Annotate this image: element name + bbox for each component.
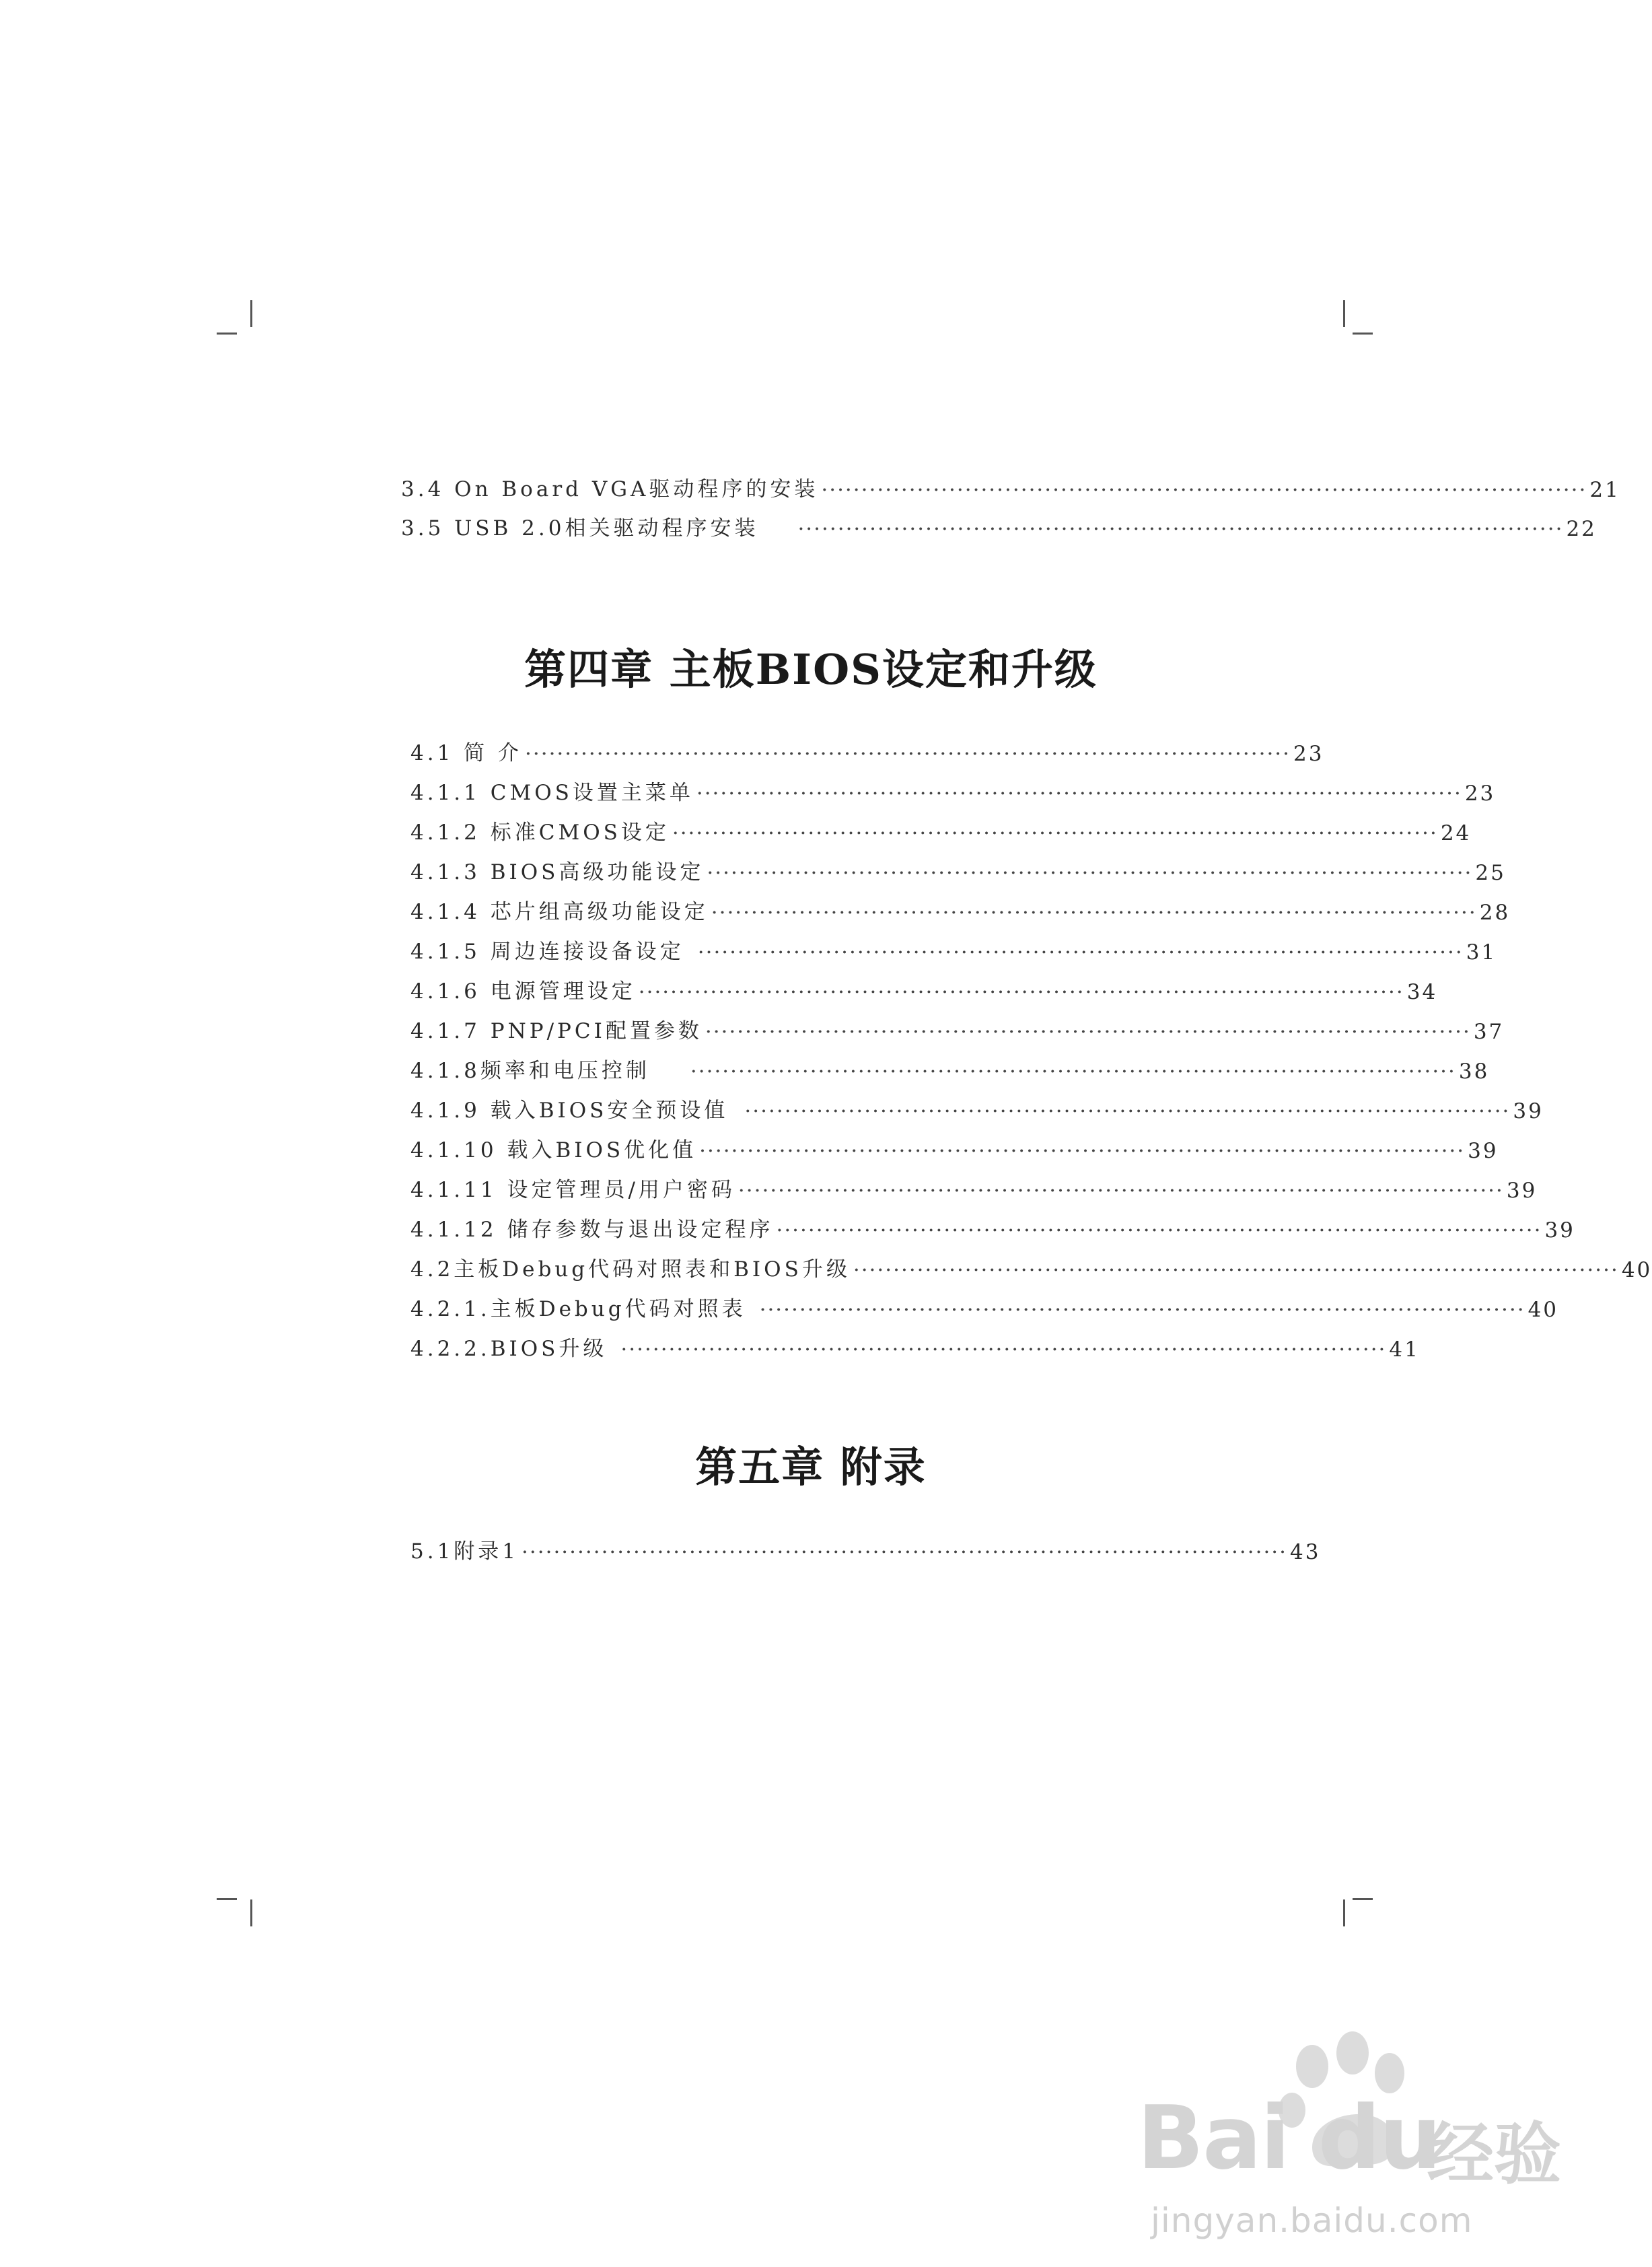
toc-leader-dots: ································································································ bbox=[672, 821, 1438, 845]
crop-mark-top-right-v bbox=[1343, 300, 1345, 327]
toc-leader-dots: ································································································ bbox=[620, 1337, 1387, 1362]
toc-entry-page: 28 bbox=[1479, 901, 1511, 925]
toc-entry-label: 4.1.11 设定管理员/用户密码 bbox=[410, 1178, 735, 1202]
toc-entry-page: 40 bbox=[1528, 1298, 1559, 1322]
crop-mark-bottom-left-h bbox=[217, 1898, 237, 1900]
toc-leader-dots: ································································································ bbox=[697, 940, 1464, 965]
toc-entry-page: 24 bbox=[1440, 821, 1472, 845]
toc-entry-4-1-8[interactable] bbox=[410, 1046, 1490, 1084]
toc-entry-label: 4.1.8频率和电压控制 bbox=[410, 1059, 650, 1083]
toc-entry-page: 39 bbox=[1506, 1179, 1538, 1203]
toc-entry-3-4[interactable] bbox=[401, 464, 1620, 502]
toc-entry-page: 37 bbox=[1473, 1020, 1505, 1044]
toc-entry-label: 4.1.10 载入BIOS优化值 bbox=[410, 1138, 697, 1162]
toc-leader-dots: ································································································ bbox=[744, 1099, 1511, 1123]
toc-entry-label: 5.1附录1 bbox=[410, 1539, 519, 1564]
crop-mark-top-left-h bbox=[217, 333, 237, 335]
chapter-4-title: 第四章 主板BIOS设定和升级 bbox=[524, 645, 1098, 694]
toc-entry-4-1-4[interactable] bbox=[410, 887, 1511, 925]
watermark-brand: Bai du bbox=[1137, 2087, 1441, 2189]
watermark-url: jingyan.baidu.com bbox=[1151, 2201, 1473, 2240]
toc-entry-label: 4.1.2 标准CMOS设定 bbox=[410, 821, 670, 845]
toc-leader-dots: ································································································ bbox=[696, 781, 1462, 806]
toc-entry-label: 4.1.5 周边连接设备设定 bbox=[410, 940, 684, 964]
crop-mark-bottom-left-v bbox=[250, 1899, 252, 1926]
toc-leader-dots: ································································································ bbox=[759, 1298, 1525, 1322]
toc-leader-dots: ································································································ bbox=[738, 1179, 1504, 1203]
toc-entry-page: 39 bbox=[1544, 1218, 1575, 1243]
toc-entry-page: 41 bbox=[1389, 1337, 1420, 1362]
toc-entry-label: 4.1.12 储存参数与退出设定程序 bbox=[410, 1218, 774, 1242]
toc-leader-dots: ································································································ bbox=[522, 1540, 1288, 1564]
toc-leader-dots: ································································································ bbox=[711, 901, 1477, 925]
toc-entry-page: 39 bbox=[1468, 1139, 1499, 1163]
crop-mark-bottom-right-v bbox=[1343, 1899, 1345, 1926]
toc-entry-3-5[interactable] bbox=[401, 503, 1597, 541]
toc-entry-label: 4.2.1.主板Debug代码对照表 bbox=[410, 1297, 746, 1321]
toc-leader-dots: ································································································ bbox=[797, 517, 1564, 541]
toc-entry-4-1-12[interactable] bbox=[410, 1205, 1575, 1243]
crop-mark-top-left-v bbox=[250, 300, 252, 327]
toc-entry-label: 4.2.2.BIOS升级 bbox=[410, 1337, 608, 1361]
toc-entry-page: 40 bbox=[1621, 1258, 1652, 1282]
crop-mark-top-right-h bbox=[1353, 333, 1373, 335]
toc-entry-label: 4.1.4 芯片组高级功能设定 bbox=[410, 900, 709, 924]
toc-entry-page: 22 bbox=[1566, 517, 1597, 541]
toc-leader-dots: ································································································ bbox=[707, 861, 1473, 885]
toc-leader-dots: ································································································ bbox=[525, 742, 1291, 766]
toc-entry-4-1-3[interactable] bbox=[410, 847, 1506, 885]
toc-entry-4-1-10[interactable] bbox=[410, 1125, 1499, 1163]
toc-leader-dots: ································································································ bbox=[821, 478, 1587, 502]
watermark-brand-cn: 经验 bbox=[1427, 2115, 1561, 2194]
crop-mark-bottom-right-h bbox=[1353, 1898, 1373, 1900]
toc-entry-label: 4.1.6 电源管理设定 bbox=[410, 979, 636, 1004]
toc-entry-4-2[interactable] bbox=[410, 1245, 1652, 1282]
toc-entry-page: 39 bbox=[1513, 1099, 1544, 1123]
toc-entry-label: 3.5 USB 2.0相关驱动程序安装 bbox=[401, 516, 759, 540]
toc-entry-4-1[interactable] bbox=[410, 728, 1324, 766]
toc-entry-4-1-11[interactable] bbox=[410, 1165, 1538, 1203]
toc-entry-page: 21 bbox=[1589, 478, 1620, 502]
toc-entry-page: 38 bbox=[1458, 1059, 1490, 1084]
toc-leader-dots: ································································································ bbox=[853, 1258, 1619, 1282]
toc-entry-label: 4.1 简 介 bbox=[410, 741, 523, 765]
toc-entry-5-1[interactable] bbox=[410, 1527, 1321, 1564]
toc-entry-4-2-2[interactable] bbox=[410, 1324, 1420, 1362]
toc-leader-dots: ································································································ bbox=[699, 1139, 1466, 1163]
toc-entry-label: 4.1.7 PNP/PCI配置参数 bbox=[410, 1019, 703, 1043]
toc-entry-4-1-2[interactable] bbox=[410, 808, 1472, 845]
toc-entry-label: 4.2主板Debug代码对照表和BIOS升级 bbox=[410, 1257, 851, 1282]
toc-entry-4-1-6[interactable] bbox=[410, 967, 1438, 1004]
toc-leader-dots: ································································································ bbox=[776, 1218, 1542, 1243]
chapter-5-title: 第五章 附录 bbox=[695, 1442, 927, 1492]
toc-entry-label: 4.1.3 BIOS高级功能设定 bbox=[410, 860, 705, 884]
toc-entry-page: 23 bbox=[1464, 781, 1496, 806]
toc-entry-page: 23 bbox=[1293, 742, 1324, 766]
toc-entry-label: 4.1.1 CMOS设置主菜单 bbox=[410, 781, 694, 805]
toc-leader-dots: ································································································ bbox=[690, 1059, 1456, 1084]
toc-entry-4-1-9[interactable] bbox=[410, 1086, 1544, 1123]
toc-leader-dots: ································································································ bbox=[638, 980, 1404, 1004]
toc-entry-4-2-1[interactable] bbox=[410, 1284, 1559, 1322]
toc-entry-4-1-1[interactable] bbox=[410, 768, 1496, 806]
baidu-jingyan-watermark bbox=[1137, 2026, 1581, 2248]
toc-entry-page: 25 bbox=[1475, 861, 1506, 885]
toc-leader-dots: ································································································ bbox=[705, 1020, 1471, 1044]
toc-entry-page: 31 bbox=[1466, 940, 1497, 965]
toc-entry-4-1-7[interactable] bbox=[410, 1006, 1505, 1044]
toc-entry-label: 4.1.9 载入BIOS安全预设值 bbox=[410, 1098, 729, 1123]
toc-entry-page: 43 bbox=[1290, 1540, 1321, 1564]
toc-entry-label: 3.4 On Board VGA驱动程序的安装 bbox=[401, 477, 819, 501]
toc-entry-4-1-5[interactable] bbox=[410, 927, 1497, 965]
toc-entry-page: 34 bbox=[1406, 980, 1438, 1004]
